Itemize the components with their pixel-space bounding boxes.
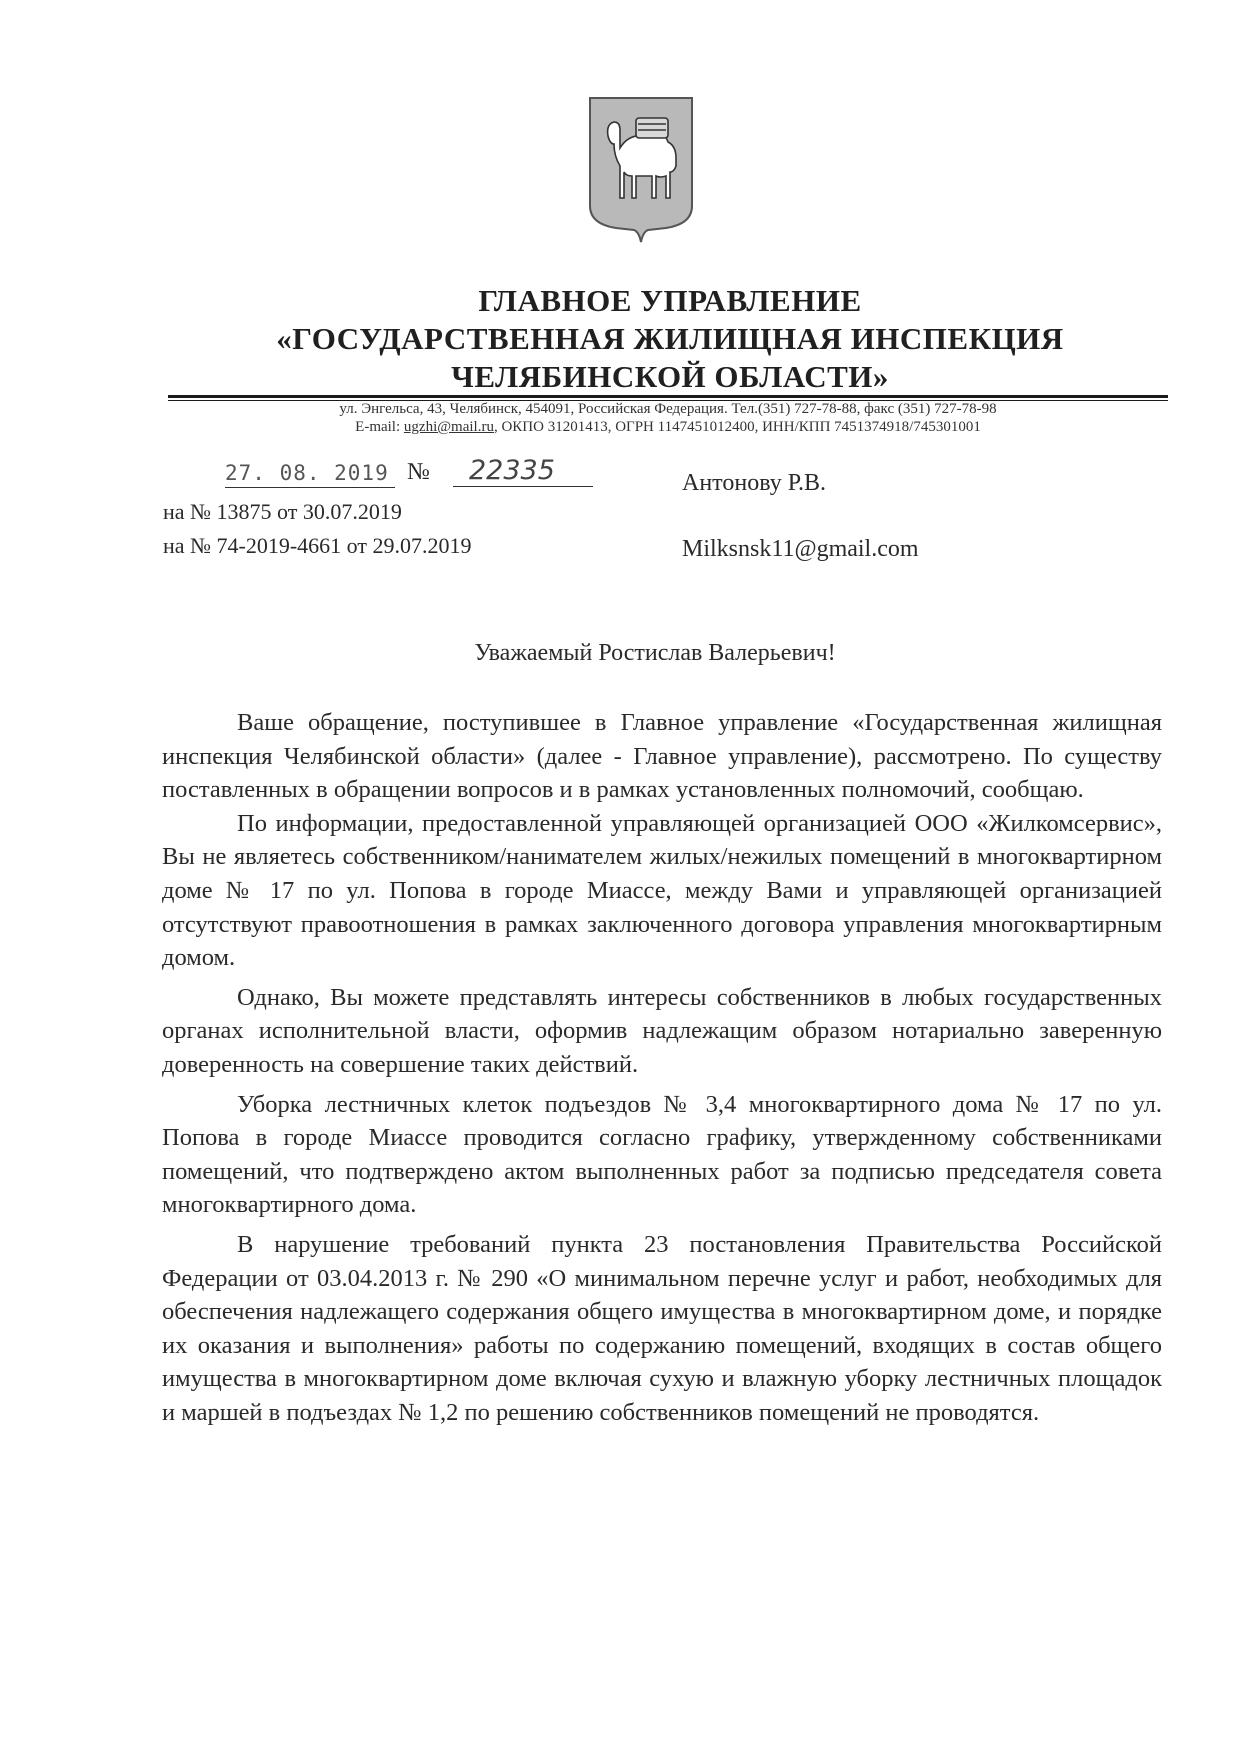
registration-line: [163, 455, 593, 495]
org-title-line2: «ГОСУДАРСТВЕННАЯ ЖИЛИЩНАЯ ИНСПЕКЦИЯ: [276, 321, 1064, 356]
addressee-email: Milksnsk11@gmail.com: [682, 536, 919, 562]
addressee-name: Антонову Р.В.: [682, 470, 827, 496]
greeting: Уважаемый Ростислав Валерьевич!: [474, 640, 836, 666]
org-codes: , ОКПО 31201413, ОГРН 1147451012400, ИНН/КПП 7451374918/745301001: [493, 419, 981, 435]
registration-block: [163, 455, 593, 563]
org-title-line3: ЧЕЛЯБИНСКОЙ ОБЛАСТИ»: [451, 359, 889, 394]
reference-2: на № 74-2019-4661 от 29.07.2019: [163, 533, 472, 558]
paragraph-5: В нарушение требований пункта 23 постановления Правительства Российской Федерации от 03.04.2013 г. № 290 «О минимальном перечне услуг и работ, необходимых для обеспечения надлежащего содержания общего имущества в многоквартирном доме, и порядке их оказания и выполнения» работы по содержанию помещений, входящих в состав общего имущества в многоквартирном доме включая сухую и влажную уборку лестничных площадок и маршей в подъездах № 1,2 по решению собственников помещений не проводятся.: [162, 1230, 1162, 1426]
letter-body: [162, 706, 1162, 1429]
paragraph-3: Однако, Вы можете представлять интересы собственников в любых государственных органах исполнительной власти, оформив надлежащим образом нотариально заверенную доверенность на совершение таких действий.: [162, 983, 1162, 1078]
number-sign: №: [407, 459, 430, 485]
email-label: E-mail:: [355, 419, 404, 435]
org-title-line1: ГЛАВНОЕ УПРАВЛЕНИЕ: [478, 283, 862, 318]
contacts-address: ул. Энгельса, 43, Челябинск, 454091, Российская Федерация. Тел.(351) 727-78-88, факс (351) 727-78-98: [339, 401, 997, 417]
paragraph-1: Ваше обращение, поступившее в Главное управление «Государственная жилищная инспекция Челябинской области» (далее - Главное управление), рассмотрено. По существу поставленных в обращении вопросов и в рамках установленных полномочий, сообщаю.: [162, 709, 1162, 804]
registration-date: 27. 08. 2019: [225, 461, 395, 488]
org-email-link[interactable]: ugzhi@mail.ru: [403, 419, 494, 435]
registration-number: 22335: [453, 455, 593, 487]
reference-1: на № 13875 от 30.07.2019: [163, 499, 402, 524]
header-rule-thick: [168, 395, 1168, 398]
paragraph-2: По информации, предоставленной управляющей организацией ООО «Жилкомсервис», Вы не являетесь собственником/нанимателем жилых/нежилых помещений в многоквартирном доме № 17 по ул. Попова в городе Миассе, между Вами и управляющей организацией отсутствуют правоотношения в рамках заключенного договора управления многоквартирным домом.: [162, 809, 1162, 972]
paragraph-4: Уборка лестничных клеток подъездов № 3,4 многоквартирного дома № 17 по ул. Попова в городе Миассе проводится согласно графику, утвержденному собственниками помещений, что подтверждено актом выполненных работ за подписью председателя совета многоквартирного дома.: [162, 1090, 1162, 1219]
contacts-details: [168, 419, 1168, 436]
coat-of-arms-emblem: [586, 96, 696, 244]
